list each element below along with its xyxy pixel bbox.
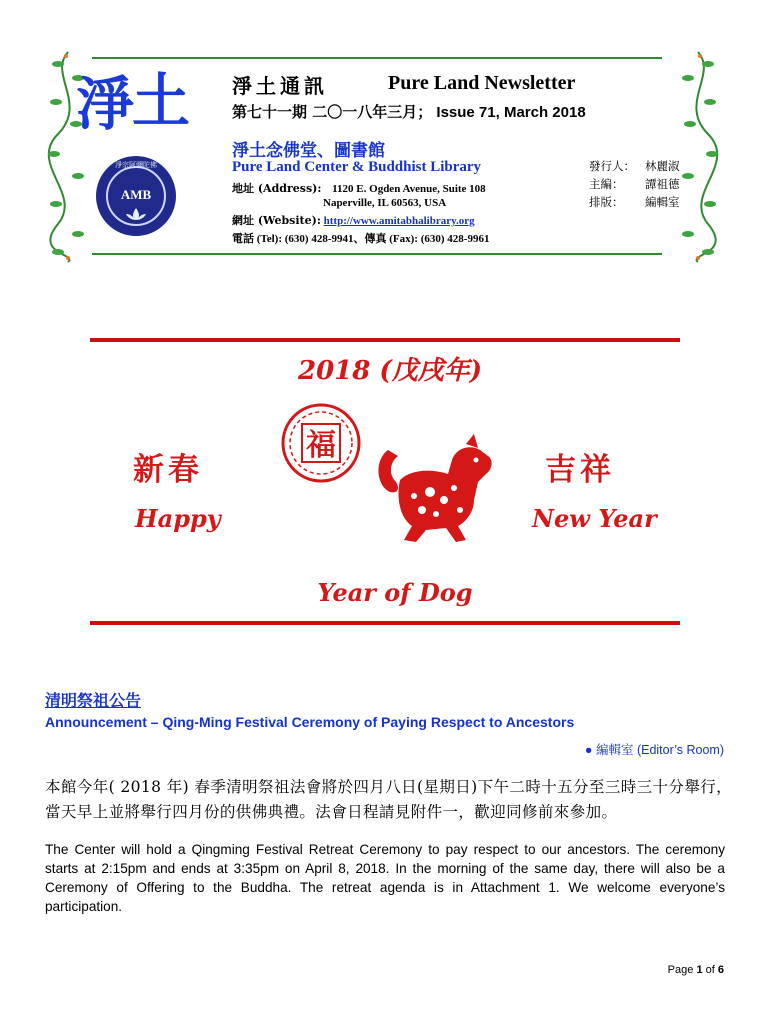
editor-byline <box>585 740 724 758</box>
issue-zh: 第七十一期 二〇一八年三月； <box>232 103 433 121</box>
seal-abbr: AMB <box>120 187 152 202</box>
bullet-icon: ● <box>584 743 593 757</box>
banner-right-zh: 吉祥 <box>545 452 615 488</box>
paper-cut-dog-icon <box>370 430 500 552</box>
logo-char-2: 土 <box>132 67 191 135</box>
address-value-1: 1120 E. Ogden Avenue, Suite 108 <box>332 183 486 195</box>
body-paragraph-en: The Center will hold a Qingming Festival Retreat Ceremony to pay respect to our ancestors. The ceremony starts at 2:15pm and ends at 3:35pm on April 8, 2018. In the morning of the same day, there will also be a Ceremony of Offering to the Buddha. The retreat agenda is in Attachment 1. We welcome everyone’s participation. <box>45 842 725 914</box>
lotus-icon <box>122 206 150 222</box>
banner-bottom-rule <box>90 621 680 625</box>
banner-bottom-en: Year of Dog <box>317 578 473 607</box>
staff-row-layout <box>589 194 680 210</box>
seal-ring-text: 淨宗阿彌陀佛 <box>115 161 157 169</box>
editor-zh: 編輯室 <box>595 742 634 757</box>
banner-left-en: Happy <box>135 504 221 533</box>
staff-role: 主編： <box>589 177 624 191</box>
staff-name: 編輯室 <box>645 195 680 209</box>
announcement-title-zh: 清明祭祖公告 <box>45 691 142 710</box>
body-paragraph-zh: 本館今年( 2018 年) 春季清明祭祖法會將於四月八日(星期日)下午二時十五分至三時三十分舉行，當天早上並將舉行四月份的供佛典禮。法會日程請見附件一，歡迎同修前來參加。 <box>45 778 733 821</box>
issue-line <box>232 101 586 122</box>
org-name-zh: 淨土念佛堂、圖書館 <box>232 141 385 161</box>
phone-line: 電話 (Tel): (630) 428-9941、傳真 (Fax): (630) 428-9961 <box>232 233 490 245</box>
website-link[interactable]: http://www.amitabhalibrary.org <box>323 215 475 227</box>
staff-name: 林麗淑 <box>645 159 680 173</box>
website-label: 網址 (Website): <box>232 214 321 227</box>
banner-left-zh: 新春 <box>133 452 203 488</box>
announcement-title-en: Announcement – Qing-Ming Festival Ceremony of Paying Respect to Ancestors <box>45 714 575 730</box>
address-line-2: Naperville, IL 60563, USA <box>323 197 447 209</box>
staff-name: 譚祖德 <box>645 177 680 191</box>
website-line <box>232 212 475 228</box>
vine-right-icon <box>668 44 728 266</box>
editor-en: (Editor’s Room) <box>636 743 724 757</box>
banner-year: 2018 (戊戌年) <box>297 356 483 386</box>
address-label: 地址 (Address): <box>232 182 322 195</box>
banner-top-rule <box>90 338 680 342</box>
staff-row-publisher <box>589 158 680 174</box>
page-number: Page 1 of 6 <box>667 964 724 976</box>
issue-en: Issue 71, March 2018 <box>436 104 586 121</box>
newsletter-title-en: Pure Land Newsletter <box>388 72 576 94</box>
amb-seal-logo <box>96 156 176 236</box>
staff-row-editor <box>589 176 680 192</box>
newsletter-title-zh: 淨土通訊 <box>232 74 328 98</box>
banner-right-en: New Year <box>532 504 657 533</box>
fu-character: 福 <box>306 428 336 463</box>
logo-char-1: 淨 <box>76 70 135 138</box>
org-name-en: Pure Land Center & Buddhist Library <box>232 159 482 175</box>
staff-role: 發行人： <box>589 159 635 173</box>
address-line-1 <box>232 180 486 196</box>
staff-role: 排版： <box>589 195 624 209</box>
